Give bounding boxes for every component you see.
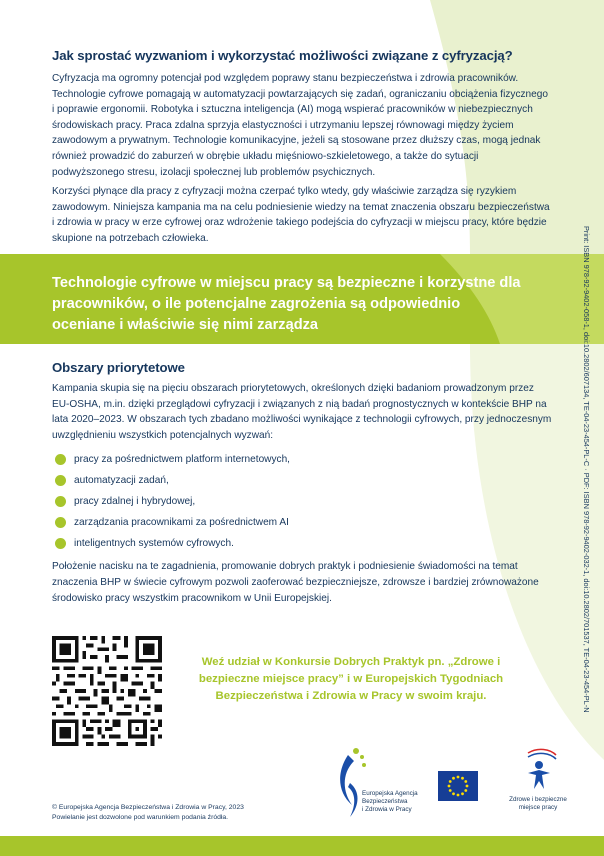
healthy-workplaces-figure-icon [498, 743, 578, 795]
intro-section [52, 48, 552, 247]
bullet-icon [55, 517, 66, 528]
agency-name-line: Bezpieczeństwa [362, 798, 408, 805]
list-item [52, 512, 552, 533]
list-item [52, 533, 552, 554]
print-info-vertical [582, 226, 592, 716]
eu-flag-icon [438, 771, 478, 801]
priority-areas-list [52, 449, 552, 554]
list-item [52, 491, 552, 512]
list-item-text: zarządzania pracownikami za pośrednictwem AI [74, 517, 289, 529]
intro-paragraph-2: Korzyści płynące dla pracy z cyfryzacji można czerpać tylko wtedy, gdy właściwie zarządza się ryzykiem zawodowym. Niniejsza kampania ma na celu podniesienie wiedzy na temat znaczenia obszaru bezpieczeństwa i zdrowia w pracy w erze cyfrowej oraz wdrożenie takiego podejścia do cyfryzacji w miejscu pracy, które będzie skupione na potrzebach człowieka. [52, 186, 550, 244]
reproduction-notice: Powielanie jest dozwolone pod warunkiem podania źródła. [52, 814, 229, 821]
priority-areas-closing: Położenie nacisku na te zagadnienia, promowanie dobrych praktyk i podniesienie świadomości na temat znaczenia BHP w świecie cyfrowym pozwoli zaoferować bezpieczniejsze, zdrowsze i bardziej zrównoważone środowisko pracy wszystkim pracownikom w Unii Europejskiej. [52, 561, 539, 604]
priority-areas-paragraph: Kampania skupia się na pięciu obszarach priorytetowych, określonych dzięki badaniom prowadzonym przez EU-OSHA, m.in. dzięki przeglądowi cyfryzacji i związanych z nią badań prognostycznych w kontekście BHP na lata 2020–2023. W obszarach tych zbadano możliwości wynikające z technologii cyfrowych, przy jednoczesnym uwzględnieniu wszystkich potencjalnych wyzwań: [52, 383, 552, 441]
bullet-icon [55, 475, 66, 486]
priority-areas-section [52, 360, 552, 606]
campaign-name-line: Zdrowe i bezpieczne [509, 796, 567, 803]
agency-name-line: i Zdrowia w Pracy [362, 806, 412, 813]
list-item-text: inteligentnych systemów cyfrowych. [74, 538, 234, 550]
campaign-name-line: miejsce pracy [518, 804, 558, 811]
bullet-icon [55, 538, 66, 549]
list-item-text: automatyzacji zadań, [74, 475, 169, 487]
list-item-text: pracy zdalnej i hybrydowej, [74, 496, 196, 508]
agency-name-line: Europejska Agencja [362, 790, 418, 797]
priority-areas-heading: Obszary priorytetowe [52, 360, 185, 375]
healthy-workplaces-logo [498, 743, 578, 825]
banner-statement: Technologie cyfrowe w miejscu pracy są bezpieczne i korzystne dla pracowników, o ile potencjalne zagrożenia są odpowiednio oceniane i właściwie się nimi zarządza [52, 275, 521, 333]
call-to-action: Weź udział w Konkursie Dobrych Praktyk pn. „Zdrowe i bezpieczne miejsce pracy” i w Europejskich Tygodniach Bezpieczeństwa i Zdrowia w Pracy w swoim kraju. [198, 656, 504, 702]
bullet-icon [55, 454, 66, 465]
copyright-text: © Europejska Agencja Bezpieczeństwa i Zdrowia w Pracy, 2023 [52, 804, 244, 811]
list-item-text: pracy za pośrednictwem platform internetowych, [74, 454, 290, 466]
print-info-text: Print: ISBN 978-92-9402-058-1, doi:10.2802/607134, TE-04-23-454-PL-C · PDF: ISBN 978-92-9402-032-1, doi:10.2802/701537, TE-04-23-454-PL-N [582, 226, 591, 713]
qr-code-icon[interactable] [52, 636, 162, 746]
list-item [52, 449, 552, 470]
list-item [52, 470, 552, 491]
intro-paragraph-1: Cyfryzacja ma ogromny potencjał pod względem poprawy stanu bezpieczeństwa i zdrowia pracowników. Technologie cyfrowe pomagają w automatyzacji powtarzających się zadań, ograniczaniu obciążenia fizycznego i poprawie ergonomii. Robotyka i sztuczna inteligencja (AI) mogą wspierać pracowników w niebezpiecznych środowiskach pracy. Praca zdalna sprzyja elastyczności i utrzymaniu lepszej równowagi między życiem zawodowym a prywatnym. Technologie komunikacyjne, jeżeli są stosowane przez dłuższy czas, mogą jednak również prowadzić do zaburzeń w obrębie układu mięśniowo-szkieletowego, a także do sytuacji podwyższonego stresu, izolacji społecznej lub problemów psychicznych. [52, 73, 548, 178]
bullet-icon [55, 496, 66, 507]
intro-heading: Jak sprostać wyzwaniom i wykorzystać możliwości związane z cyfryzacją? [52, 48, 513, 63]
eu-osha-logo [330, 743, 430, 825]
footer-legal [52, 803, 244, 823]
bottom-green-band [0, 836, 604, 856]
